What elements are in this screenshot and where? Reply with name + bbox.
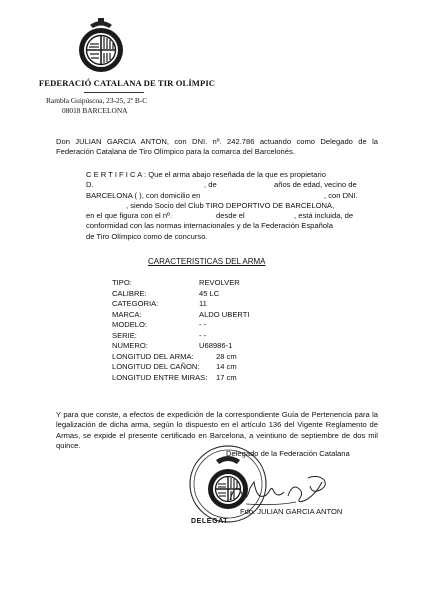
weapon-row-longitud-miras: LONGITUD ENTRE MIRAS: 17 cm [112,372,237,382]
certifica-heading: C E R T I F I C A : [86,170,147,179]
closing-paragraph: Y para que conste, a efectos de expedición de la correspondiente Guía de Pertenencia para la legalización de dicha arma, según lo dispuesto en el artículo 136 del Vigente Reglamento de Armas, se expide el presente certificado en Barcelona, a veintiuno de septiembre de dos mil quince. [56,410,378,450]
certifica-owner-label: D. [86,180,94,190]
seal-text: DELEGAT [191,518,229,525]
certifica-line-7: de Tiro Olímpico como de concurso. [86,231,208,241]
certifica-paragraph [86,170,378,242]
organization-name: FEDERACIÓ CATALANA DE TIR OLÍMPIC [38,78,216,88]
handwritten-signature-icon [226,474,328,508]
delegate-title: Delegado de la Federación Catalana [226,449,350,458]
weapon-row-longitud-arma: LONGITUD DEL ARMA: 28 cm [112,351,237,361]
federation-crest-icon [76,16,126,74]
intro-paragraph: Don JULIAN GARCIA ANTON, con DNI. nº. 242.786 actuando como Delegado de la Federación Catalana de Tiro Olímpico para la comarca del Barcelonés. [56,137,378,157]
certifica-club-line: , siendo Socio del Club TIRO DEPORTIVO DE BARCELONA, [126,200,335,210]
weapon-row-tipo: TIPO: REVOLVER [112,278,240,287]
certifica-member-label: en el que figura con el nº. [86,211,172,221]
certifica-dni-label: , con DNI. [324,190,358,200]
weapon-row-marca: MARCA: ALDO UBERTI [112,309,250,319]
certifica-included-label: , está incluida, de [294,211,354,221]
certifica-since-label: desde el [216,211,245,221]
weapon-row-serie: SERIE: - - [112,330,207,340]
certifica-age-label: , de [204,180,217,190]
weapon-row-categoria: CATEGORIA: 11 [112,299,207,308]
address-line-1: Rambla Guipúscoa, 23-25, 2º B-C [46,96,148,105]
weapon-row-calibre: CALIBRE: 45 LC [112,288,220,298]
address-line-2: 08018 BARCELONA [62,106,128,115]
weapon-row-longitud-canon: LONGITUD DEL CAÑON: 14 cm [112,362,237,371]
certifica-resident-label: años de edad, vecino de [274,180,357,190]
weapon-row-modelo: MODELO: - - [112,320,207,329]
certifica-line-1: Que el arma abajo reseñada de la que es propietario [148,170,326,179]
header-divider [84,92,144,93]
weapon-row-numero: NUMERO: U68986-1 [112,341,233,350]
signatory-name: Fdo. JULIAN GARCIA ANTON [240,507,343,516]
characteristics-title: CARACTERISTICAS DEL ARMA [148,257,266,266]
certifica-line-6: conformidad con las normas internacionales y de la Federación Española [86,221,333,231]
certifica-address-label: BARCELONA ( ), con domicilio en [86,190,201,200]
